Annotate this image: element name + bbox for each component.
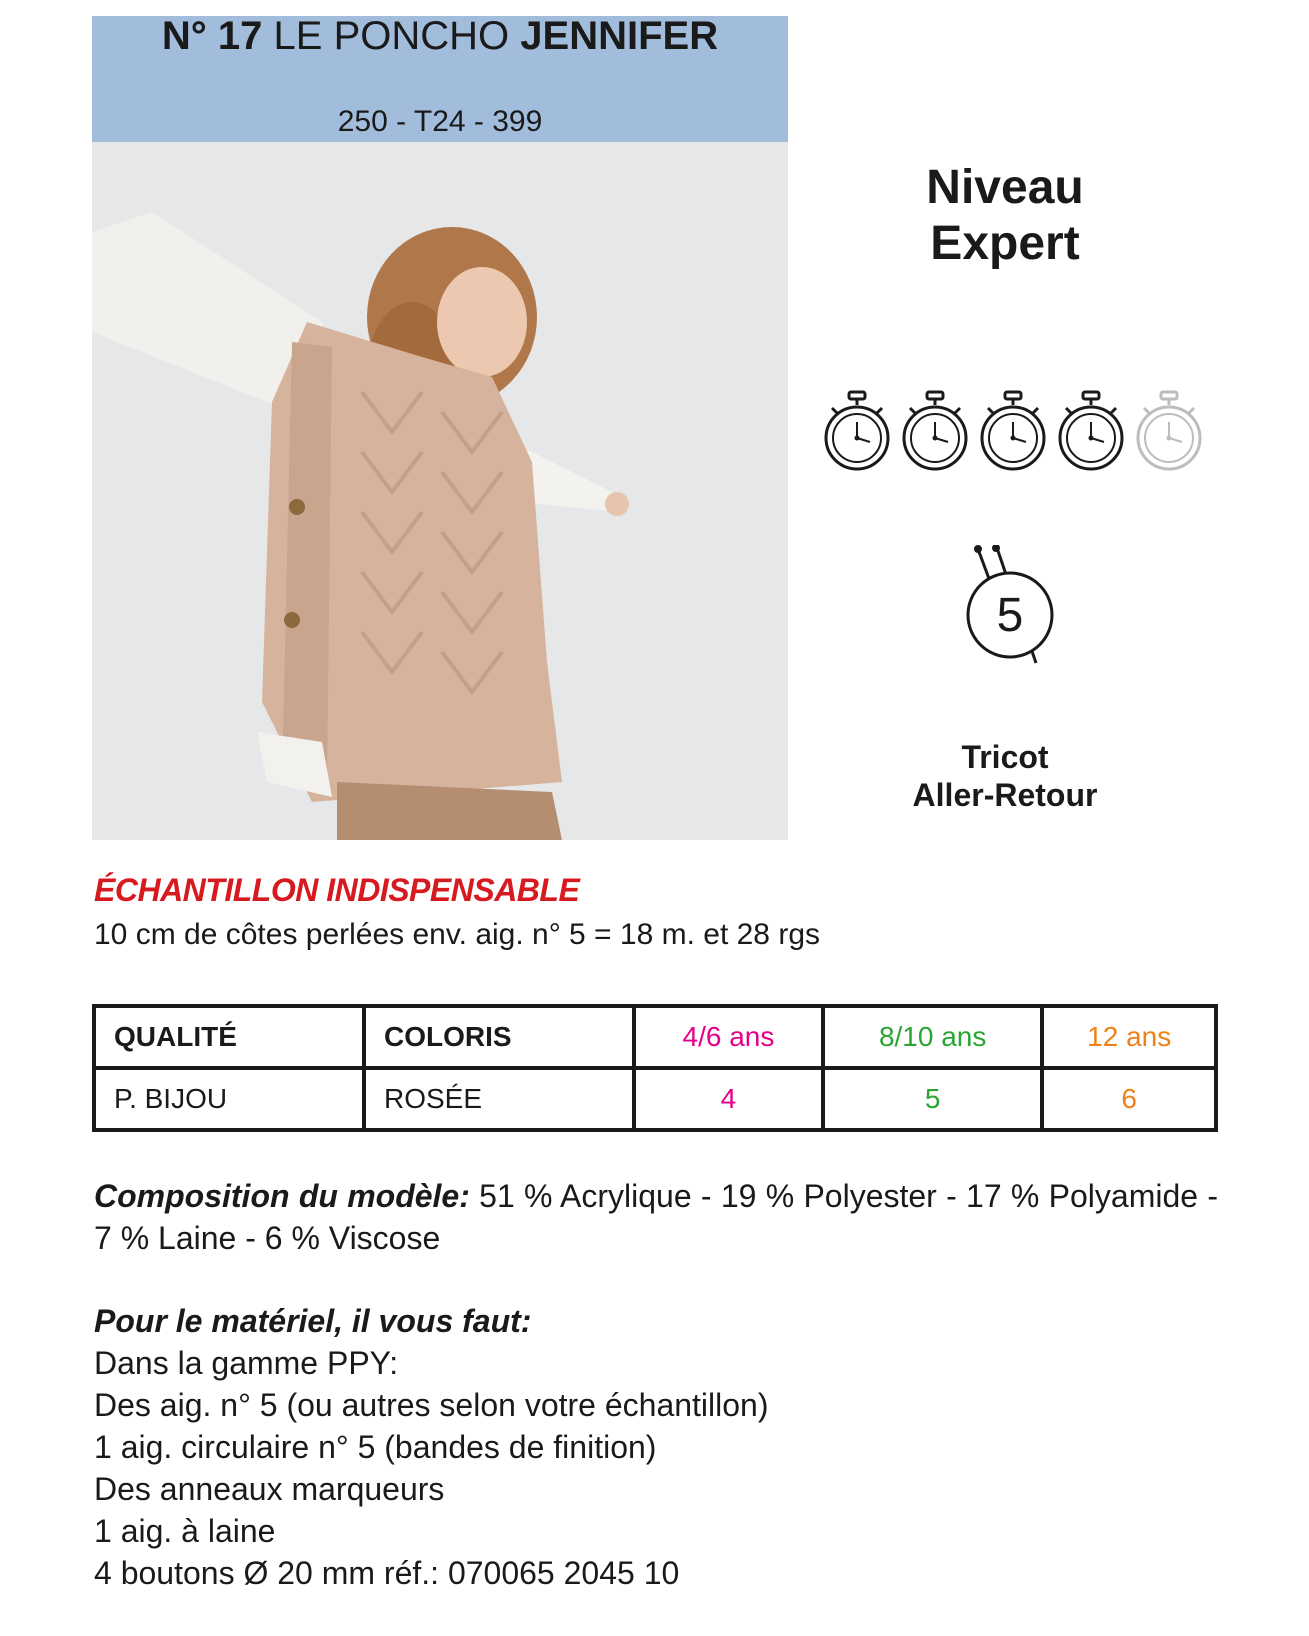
list-item: Des anneaux marqueurs bbox=[94, 1471, 445, 1507]
pattern-title bbox=[92, 16, 788, 56]
cell-quality: P. BIJOU bbox=[94, 1068, 364, 1130]
pattern-reference: 250 - T24 - 399 bbox=[337, 105, 543, 138]
pattern-type: LE PONCHO bbox=[273, 14, 510, 58]
stopwatch-icon bbox=[1056, 390, 1126, 472]
knitting-needle-icon bbox=[960, 545, 1070, 675]
header-quality: QUALITÉ bbox=[94, 1006, 364, 1068]
needle-size: 5 bbox=[996, 589, 1024, 642]
composition-label: Composition du modèle: bbox=[94, 1178, 470, 1214]
header-size-4-6: 4/6 ans bbox=[634, 1006, 823, 1068]
cell-qty-12: 6 bbox=[1042, 1068, 1216, 1130]
header-color: COLORIS bbox=[364, 1006, 634, 1068]
stopwatch-icon bbox=[822, 390, 892, 472]
list-item: 4 boutons Ø 20 mm réf.: 070065 2045 10 bbox=[94, 1555, 680, 1591]
title-banner bbox=[92, 16, 788, 142]
materials-label: Pour le matériel, il vous faut: bbox=[94, 1303, 532, 1339]
stopwatch-icon bbox=[978, 390, 1048, 472]
cell-qty-4-6: 4 bbox=[634, 1068, 823, 1130]
time-rating bbox=[822, 390, 1212, 472]
knitting-technique bbox=[855, 738, 1155, 814]
composition-text: 51 % Acrylique - 19 % Polyester - 17 % Polyamide - 7 % Laine - 6 % Viscose bbox=[94, 1178, 1218, 1256]
list-item: 1 aig. à laine bbox=[94, 1513, 276, 1549]
cell-qty-8-10: 5 bbox=[823, 1068, 1043, 1130]
gauge-heading: ÉCHANTILLON INDISPENSABLE bbox=[94, 872, 580, 908]
gauge-text: 10 cm de côtes perlées env. aig. n° 5 = 18 m. et 28 rgs bbox=[94, 918, 821, 951]
yarn-table bbox=[92, 1004, 1218, 1132]
difficulty-level bbox=[855, 160, 1155, 272]
stopwatch-icon bbox=[1134, 390, 1204, 472]
composition bbox=[94, 1175, 1218, 1259]
technique-line-1: Tricot bbox=[961, 739, 1049, 775]
table-header-row bbox=[94, 1006, 1216, 1068]
materials bbox=[94, 1300, 1218, 1594]
level-value: Expert bbox=[930, 217, 1080, 270]
list-item: Des aig. n° 5 (ou autres selon votre échantillon) bbox=[94, 1387, 769, 1423]
header-size-8-10: 8/10 ans bbox=[823, 1006, 1043, 1068]
list-item: 1 aig. circulaire n° 5 (bandes de finition) bbox=[94, 1429, 657, 1465]
pattern-number: N° 17 bbox=[161, 14, 263, 58]
pattern-name: JENNIFER bbox=[520, 14, 719, 58]
table-row bbox=[94, 1068, 1216, 1130]
list-item: Dans la gamme PPY: bbox=[94, 1345, 399, 1381]
technique-line-2: Aller-Retour bbox=[912, 777, 1098, 813]
level-label: Niveau bbox=[926, 161, 1084, 214]
header-size-12: 12 ans bbox=[1042, 1006, 1216, 1068]
stopwatch-icon bbox=[900, 390, 970, 472]
model-photo bbox=[92, 142, 788, 840]
cell-color: ROSÉE bbox=[364, 1068, 634, 1130]
